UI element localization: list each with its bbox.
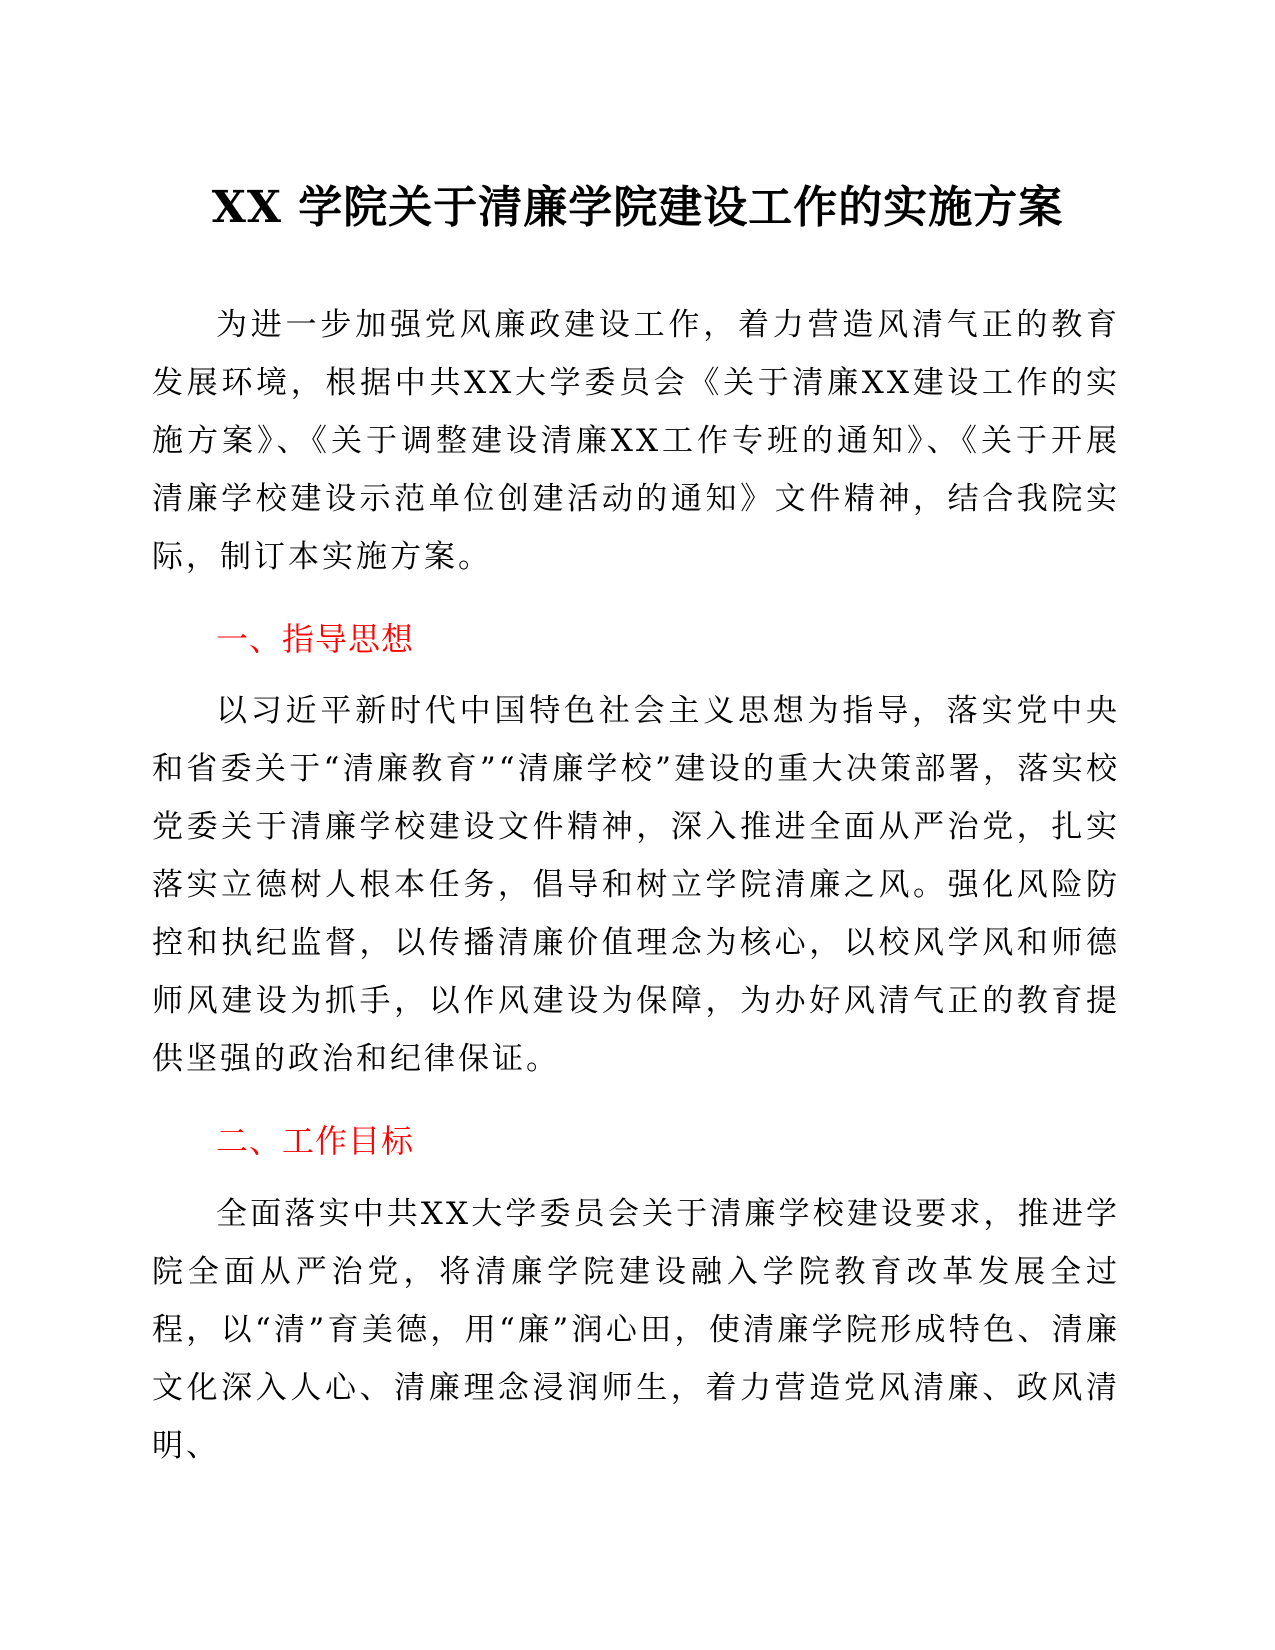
section-body-work-objectives: 全面落实中共XX大学委员会关于清廉学校建设要求，推进学院全面从严治党，将清廉学院建设融入学院教育改革发展全过程，以“清”育美德，用“廉”润心田，使清廉学院形成特色、清廉文化深入人心、清廉理念浸润师生，着力营造党风清廉、政风清明、 <box>152 1196 1120 1464</box>
section-body-guiding-ideology: 以习近平新时代中国特色社会主义思想为指导，落实党中央和省委关于“清廉教育”“清廉学校”建设的重大决策部署，落实校党委关于清廉学校建设文件精神，深入推进全面从严治党，扎实落实立德树人根本任务，倡导和树立学院清廉之风。强化风险防控和执纪监督，以传播清廉价值理念为核心，以校风学风和师德师风建设为抓手，以作风建设为保障，为办好风清气正的教育提供坚强的政治和纪律保证。 <box>152 693 1120 1077</box>
document-title: XX 学院关于清廉学院建设工作的实施方案 <box>211 182 1064 233</box>
intro-paragraph: 为进一步加强党风廉政建设工作，着力营造风清气正的教育发展环境，根据中共XX大学委员会《关于清廉XX建设工作的实施方案》、《关于调整建设清廉XX工作专班的通知》、《关于开展清廉学校建设示范单位创建活动的通知》文件精神，结合我院实际，制订本实施方案。 <box>152 307 1120 575</box>
section-heading-guiding-ideology: 一、指导思想 <box>216 620 415 658</box>
section-heading-work-objectives: 二、工作目标 <box>216 1122 415 1160</box>
